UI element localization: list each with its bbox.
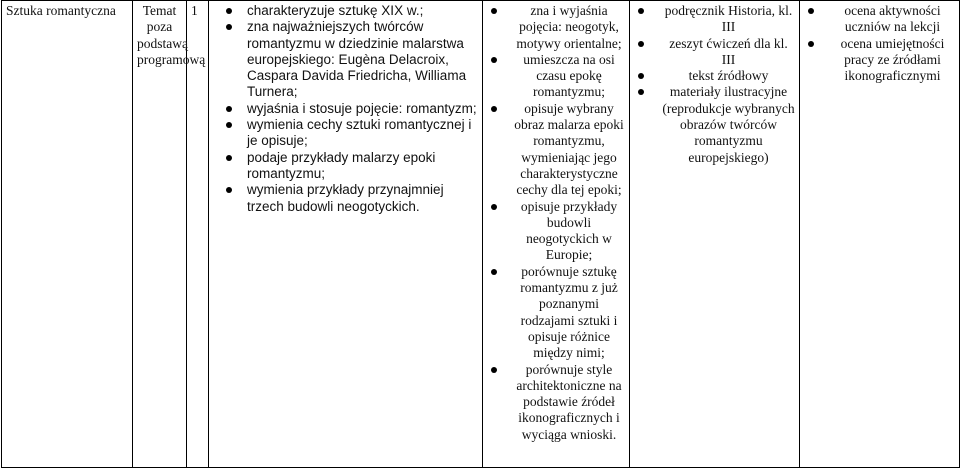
evaluation-list [804, 3, 955, 84]
bullet-icon [226, 122, 232, 128]
list-item: opisuje wybrany obraz malarza epoki romantyzmu, wymieniając jego charakterystyczne cechy dla tej epoki; [487, 101, 625, 199]
bullet-icon [638, 89, 644, 95]
learning-effects-list [213, 3, 478, 215]
list-item: zeszyt ćwiczeń dla kl. III [634, 36, 795, 69]
curriculum-table [1, 0, 960, 468]
list-item: wymienia cechy sztuki romantycznej i je opisuje; [213, 117, 478, 150]
list-item: zna i wyjaśnia pojęcia: neogotyk, motywy orientalne; [487, 3, 625, 52]
teaching-means-list [634, 3, 795, 166]
list-item: charakteryzuje sztukę XIX w.; [213, 3, 478, 19]
bullet-icon [808, 8, 814, 14]
list-item: opisuje przykłady budowli neogotyckich w Europie; [487, 199, 625, 264]
teaching-means-cell [630, 1, 800, 468]
list-item: porównuje sztukę romantyzmu z już poznanymi rodzajami sztuki i opisuje różnice między nimi; [487, 264, 625, 362]
hours-count: 1 [191, 3, 198, 18]
bullet-icon [226, 155, 232, 161]
bullet-icon [491, 8, 497, 14]
list-item: ocena umiejętności pracy ze źródłami ikonograficznymi [804, 36, 955, 85]
list-item: tekst źródłowy [634, 68, 795, 84]
bullet-icon [491, 269, 497, 275]
list-item: umieszcza na osi czasu epokę romantyzmu; [487, 52, 625, 101]
bullet-icon [638, 73, 644, 79]
list-item: podaje przykłady malarzy epoki romantyzmu; [213, 150, 478, 183]
topic-type: Temat poza podstawą programową [137, 3, 206, 67]
section-cell [2, 1, 133, 468]
bullet-icon [638, 8, 644, 14]
table-row [2, 1, 960, 468]
list-item: wyjaśnia i stosuje pojęcie: romantyzm; [213, 101, 478, 117]
topic-type-cell [133, 1, 206, 468]
bullet-icon [491, 204, 497, 210]
methods-list [487, 3, 625, 443]
list-item: materiały ilustracyjne (reprodukcje wybranych obrazów twórców romantyzmu europejskiego) [634, 84, 795, 165]
bullet-icon [226, 8, 232, 14]
section-name: Sztuka romantyczna [6, 3, 116, 18]
bullet-icon [226, 24, 232, 30]
methods-cell [483, 1, 630, 468]
list-item: ocena aktywności uczniów na lekcji [804, 3, 955, 36]
bullet-icon [491, 367, 497, 373]
learning-effects-cell [209, 1, 483, 468]
bullet-icon [491, 57, 497, 63]
bullet-icon [226, 187, 232, 193]
bullet-icon [491, 106, 497, 112]
list-item: podręcznik Historia, kl. III [634, 3, 795, 36]
hours-cell [187, 1, 209, 468]
list-item: porównuje style architektoniczne na podstawie źródeł ikonograficznych i wyciąga wnioski. [487, 362, 625, 443]
bullet-icon [226, 106, 232, 112]
bullet-icon [808, 41, 814, 47]
bullet-icon [638, 41, 644, 47]
list-item: wymienia przykłady przynajmniej trzech budowli neogotyckich. [213, 182, 478, 215]
evaluation-cell [800, 1, 960, 468]
list-item: zna najważniejszych twórców romantyzmu w dziedzinie malarstwa europejskiego: Eugèna Delacroix, Caspara Davida Friedricha, Williama Turnera; [213, 19, 478, 100]
